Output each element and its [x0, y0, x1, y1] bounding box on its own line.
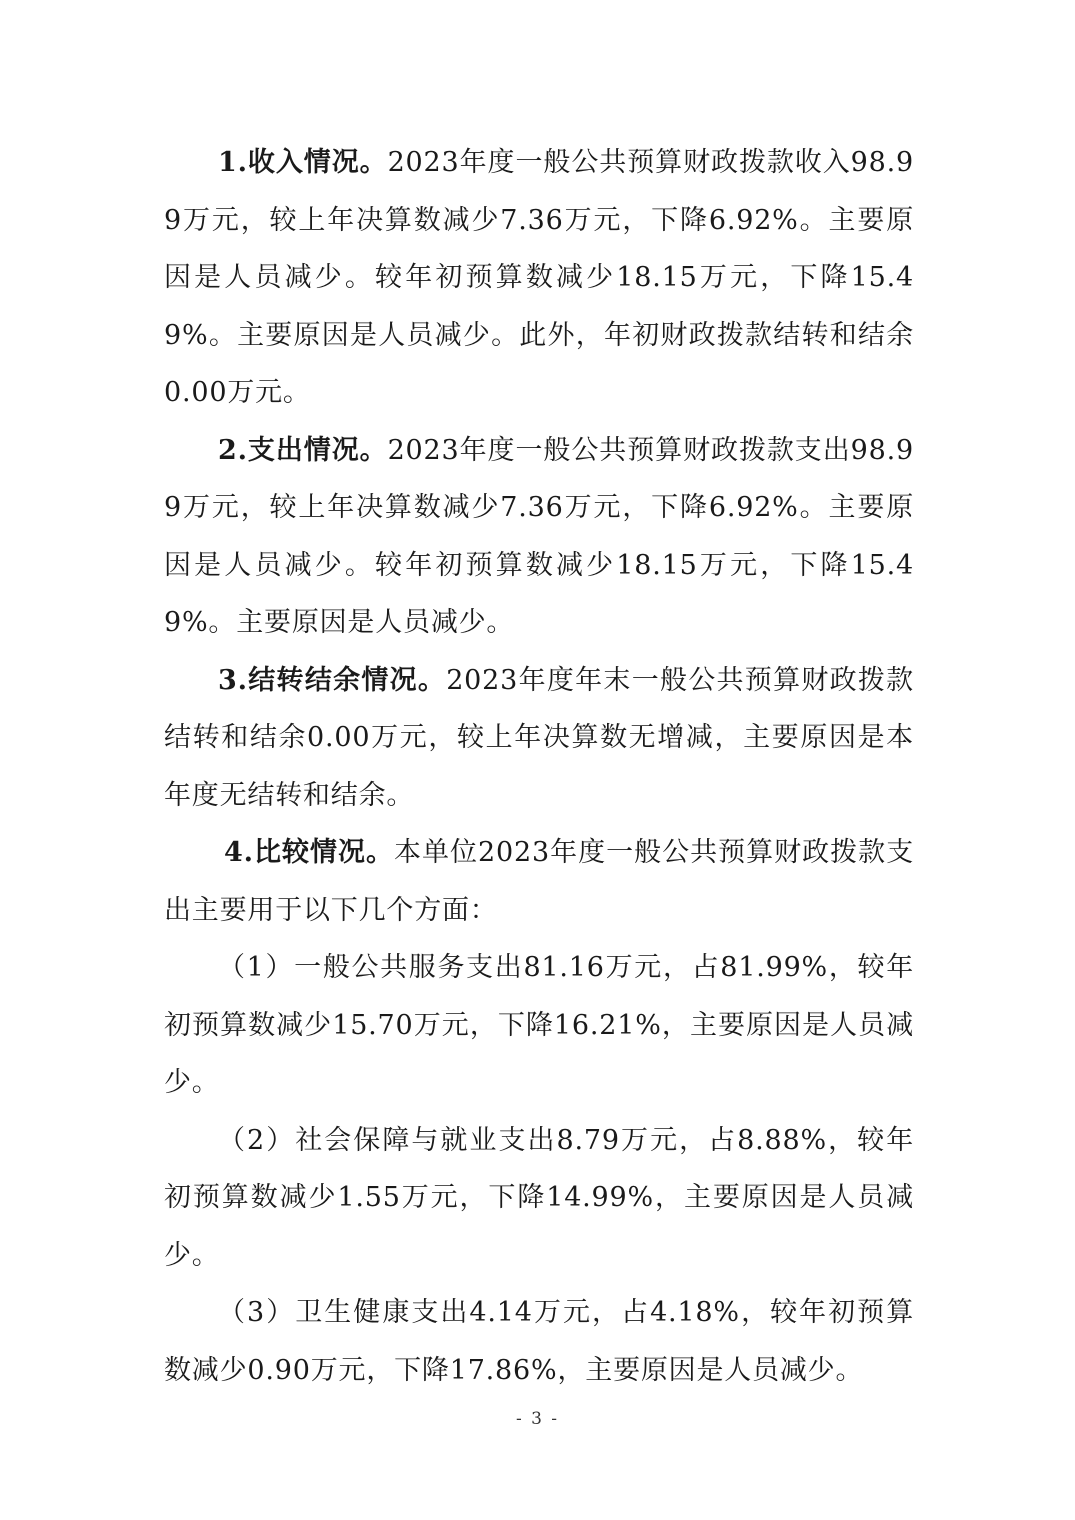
paragraph-text: 2023年度一般公共预算财政拨款支出98.99万元，较上年决算数减少7.36万元，下降6.92%。主要原因是人员减少。较年初预算数减少18.15万元，下降15.49%。主要原因是人员减少。 — [164, 434, 914, 638]
paragraph-comparison — [164, 824, 914, 939]
list-item-general-public-services: （1）一般公共服务支出81.16万元，占81.99%，较年初预算数减少15.70万元，下降16.21%，主要原因是人员减少。 — [164, 952, 914, 1098]
page-number: - 3 - — [515, 1409, 560, 1429]
paragraph-income — [164, 134, 914, 422]
paragraph-heading: 3.结转结余情况。 — [218, 664, 447, 696]
paragraph-heading: 4.比较情况。 — [224, 837, 395, 868]
paragraph-carryover — [164, 652, 914, 825]
document-body — [164, 134, 914, 1399]
paragraph-text: 2023年度年末一般公共预算财政拨款结转和结余0.00万元，较上年决算数无增减，主要原因是本年度无结转和结余。 — [164, 664, 914, 811]
paragraph-text: 2023年度一般公共预算财政拨款收入98.99万元，较上年决算数减少7.36万元，下降6.92%。主要原因是人员减少。较年初预算数减少18.15万元，下降15.49%。主要原因是人员减少。此外，年初财政拨款结转和结余0.00万元。 — [164, 147, 914, 408]
list-item-social-security: （2）社会保障与就业支出8.79万元，占8.88%，较年初预算数减少1.55万元，下降14.99%，主要原因是人员减少。 — [164, 1124, 914, 1271]
paragraph-expenditure — [164, 422, 914, 652]
paragraph-heading: 2.支出情况。 — [218, 434, 388, 466]
list-item-health: （3）卫生健康支出4.14万元，占4.18%，较年初预算数减少0.90万元，下降17.86%，主要原因是人员减少。 — [164, 1297, 914, 1386]
paragraph-heading: 1.收入情况。 — [218, 147, 388, 178]
paragraph-text: 本单位2023年度一般公共预算财政拨款支出主要用于以下几个方面： — [164, 837, 914, 926]
